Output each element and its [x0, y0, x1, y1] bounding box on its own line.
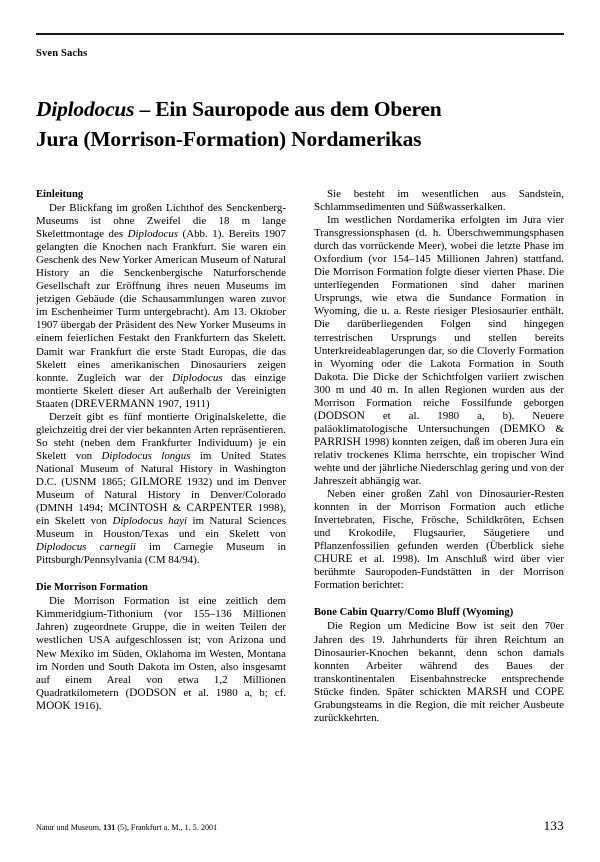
footer-volume: 131: [103, 823, 116, 832]
title-line-1-rest: – Ein Sauropode aus dem Oberen: [134, 97, 442, 121]
heading-morrison-formation: Die Morrison Formation: [36, 582, 148, 594]
species-name-diplodocus-longus: Diplodocus longus: [101, 449, 191, 462]
citation-gilmore: GILMORE: [130, 475, 183, 488]
article-body: [36, 188, 564, 803]
footer-journal: Natur und Museum,: [36, 823, 102, 832]
citation-parrish: PARRISH: [314, 435, 361, 448]
heading-einleitung: Einleitung: [36, 189, 84, 200]
footer-issue: (5), Frankfurt a. M., 1. 5. 2001: [115, 823, 218, 832]
title-genus: Diplodocus: [36, 97, 135, 121]
column-left: [36, 188, 286, 803]
species-name-diplodocus-hayi: Diplodocus hayi: [112, 515, 188, 528]
citation-cope: COPE: [535, 685, 564, 698]
citation-mook: MOOK: [36, 699, 71, 712]
citation-mcintosh: MCINTOSH: [108, 502, 168, 515]
paragraph-right-3: Neben einer großen Zahl von Dinosaurier-Resten konnten in der Morrison Formation auch etliche Invertebraten, Fische, Frösche, Schildkröten, Echsen und Krokodile, Flugsaurier, Säugetiere und Pflanzenfossilien gefunden werden (Überblick siehe CHURE et al. 1998). Im Anschluß wird über vier berühmte Sauropoden-Fundstätten in der Morrison Formation berichtet:: [314, 488, 564, 592]
article-author: Sven Sachs: [36, 48, 88, 59]
footer-citation: [36, 823, 217, 832]
title-line-2: Jura (Morrison-Formation) Nordamerikas: [36, 127, 422, 151]
paragraph-right-1: Sie besteht im wesentlichen aus Sandstein, Schlammsedimenten und Süßwasserkalken.: [314, 188, 564, 214]
citation-drevermann: DREVERMANN: [74, 397, 155, 410]
citation-marsh: MARSH: [466, 685, 508, 698]
species-name-diplodocus-carnegii: Diplodocus carnegii: [36, 541, 136, 554]
header-rule: [36, 33, 564, 35]
heading-bone-cabin-quarry: Bone Cabin Quarry/Como Bluff (Wyoming): [314, 607, 514, 619]
paragraph-right-4: Die Region um Medicine Bow ist seit den 70er Jahren des 19. Jahrhunderts für ihren Reichtum an Dinosaurier-Knochen bekannt, denn schon damals konnten Arbeiter während des Baues der transkontinentalen Eisenbahnstrecke entsprechende Stücke finden. Später schickten MARSH und COPE Grabungsteams in die Region, die mit reicher Ausbeute zurückkehrten.: [314, 620, 564, 724]
citation-dodson-right: DODSON: [317, 409, 365, 422]
citation-chure: CHURE: [314, 553, 353, 566]
page-number: 133: [543, 818, 564, 833]
page-title: [36, 94, 566, 154]
paragraph-intro-2: Derzeit gibt es fünf montierte Originalskelette, die gleichzeitig drei der vier bekannten Arten repräsentieren. So steht (neben dem Frankfurter Individuum) je ein Skelett von Diplodocus longus im United States National Museum of Natural History in Washington D.C. (USNM 1865; GILMORE 1932) und im Denver Museum of Natural History in Denver/Colorado (DMNH 1494; MCINTOSH & CARPENTER 1998), ein Skelett von Diplodocus hayi im Natural Sciences Museum in Houston/Texas und ein Skelett von Diplodocus carnegii im Carnegie Museum in Pittsburgh/Pennsylvania (CM 84/94).: [36, 410, 286, 567]
citation-dodson-left: DODSON: [129, 686, 177, 699]
species-name-diplodocus-2: Diplodocus: [172, 371, 223, 384]
paragraph-right-2: Im westlichen Nordamerika erfolgten im Jura vier Transgressionsphasen (d. h. Überschwemmungsphasen durch das vorrückende Meer), wobei die letzte Phase im Oxfordium (vor 154–145 Millionen Jahren) stattfand. Die Morrison Formation folgte dieser vierten Phase. Die unterliegenden Formationen sind daher marinen Ursprungs, wie etwa die Sundance Formation in Wyoming, die u. a. Reste riesiger Plesiosaurier enthält. Die darüberliegenden Folgen sind hingegen terrestrischen Ursprungs und stellen bereits Unterkreideablagerungen dar, so die Cloverly Formation in Wyoming oder die Lakota Formation in South Dakota. Die Dicke der Schichtfolgen variiert zwischen 300 m und 40 m. In allen Regionen wurden aus der Morrison Formation reiche Fossilfunde geborgen (DODSON et al. 1980 a, b). Neuere paläoklimatologische Untersuchungen (DEMKO & PARRISH 1998) konnten zeigen, daß im oberen Jura ein relativ trockenes Klima herrschte, ein tropischer Wind wehte und der jährliche Niederschlag gering und von der Jahreszeit abhängig war.: [314, 214, 565, 488]
citation-carpenter: CARPENTER: [186, 502, 253, 515]
citation-demko: DEMKO: [503, 422, 546, 435]
paragraph-intro-1: Der Blickfang im großen Lichthof des Senckenberg-Museums ist ohne Zweifel die 18 m lange Skelettmontage des Diplodocus (Abb. 1). Bereits 1907 gelangten die Knochen nach Frankfurt. Sie waren ein Geschenk des New Yorker American Museum of Natural History an die Senckenbergische Naturforschende Gesellschaft zur Eröffnung ihres neuen Museums im jetzigen Gebäude (die Schausammlungen waren zuvor im Eschenheimer Turm untergebracht). Am 13. Oktober 1907 übergab der Präsident des New Yorker Museums in einem feierlichen Festakt den Frankfurtern das Skelett. Damit war Frankfurt die erste Stadt Europas, die das Skelett eines amerikanischen Dinosauriers zeigen konnte. Zugleich war der Diplodocus das einzige montierte Skelett dieser Art außerhalb der Vereinigten Staaten (DREVERMANN 1907, 1911): [36, 202, 286, 410]
species-name-diplodocus-1: Diplodocus: [127, 228, 179, 241]
column-right: [314, 188, 564, 803]
paragraph-morrison-1: Die Morrison Formation ist eine zeitlich dem Kimmeridgium-Tithonium (vor 155–136 Millionen Jahren) zugeordnete Gruppe, die in weiten Teilen der westlichen USA aufgeschlossen ist; von Arizona und New Mexiko im Süden, Oklahoma im Westen, Montana im Norden und South Dakota im Osten, also insgesamt auf einem Areal von etwa 1,2 Millionen Quadratkilometern (DODSON et al. 1980 a, b; cf. MOOK 1916).: [36, 595, 286, 712]
